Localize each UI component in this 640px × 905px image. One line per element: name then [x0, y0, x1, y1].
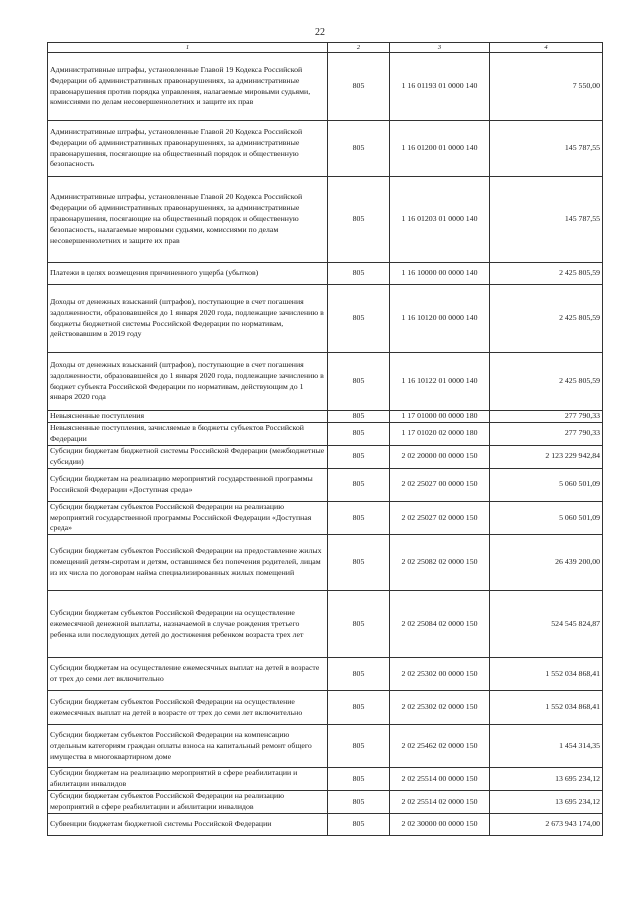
row-classification-code-cell: 1 16 10120 00 0000 140: [390, 285, 490, 353]
header-col-2: 2: [328, 43, 390, 53]
table-row: [48, 791, 603, 814]
row-admin-code-cell: 805: [328, 691, 390, 725]
header-col-4: 4: [490, 43, 603, 53]
table-row: [48, 501, 603, 535]
row-amount-cell: 2 425 805,59: [490, 285, 603, 353]
row-name-cell: Доходы от денежных взысканий (штрафов), поступающие в счет погашения задолженности, образовавшейся до 1 января 2020 года, подлежащие зачислению в бюджеты бюджетной системы Российской Федерации по нормативам, действовавшим в 2019 году: [48, 285, 328, 353]
table-row: [48, 691, 603, 725]
row-amount-cell: 145 787,55: [490, 177, 603, 263]
row-amount-cell: 13 695 234,12: [490, 791, 603, 814]
table-row: [48, 445, 603, 468]
table-row: [48, 658, 603, 691]
row-name-cell: Субсидии бюджетам субъектов Российской Федерации на компенсацию отдельным категориям граждан оплаты взноса на капитальный ремонт общего имущества в многоквартирном доме: [48, 725, 328, 768]
row-admin-code-cell: 805: [328, 285, 390, 353]
row-classification-code-cell: 1 17 01020 02 0000 180: [390, 423, 490, 446]
row-admin-code-cell: 805: [328, 535, 390, 591]
row-name-cell: Субсидии бюджетам на реализацию мероприятий в сфере реабилитации и абилитации инвалидов: [48, 768, 328, 791]
page-number: 22: [315, 27, 325, 38]
row-name-cell: Субсидии бюджетам бюджетной системы Российской Федерации (межбюджетные субсидии): [48, 445, 328, 468]
row-admin-code-cell: 805: [328, 725, 390, 768]
row-admin-code-cell: 805: [328, 813, 390, 835]
row-classification-code-cell: 2 02 25084 02 0000 150: [390, 591, 490, 658]
row-admin-code-cell: 805: [328, 468, 390, 501]
row-classification-code-cell: 1 16 10122 01 0000 140: [390, 353, 490, 411]
row-name-cell: Невыясненные поступления: [48, 411, 328, 423]
table-row: [48, 353, 603, 411]
row-amount-cell: 1 552 034 868,41: [490, 658, 603, 691]
row-name-cell: Административные штрафы, установленные Главой 19 Кодекса Российской Федерации об административных правонарушениях, за административные правонарушения против порядка управления, налагаемые мировыми судьями, комиссиями по делам несовершеннолетних и защите их прав: [48, 53, 328, 121]
table-row: [48, 423, 603, 446]
table-row: [48, 285, 603, 353]
row-classification-code-cell: 1 16 10000 00 0000 140: [390, 263, 490, 285]
table-row: [48, 591, 603, 658]
row-admin-code-cell: 805: [328, 177, 390, 263]
row-amount-cell: 2 425 805,59: [490, 263, 603, 285]
row-name-cell: Субсидии бюджетам на осуществление ежемесячных выплат на детей в возрасте от трех до семи лет включительно: [48, 658, 328, 691]
row-classification-code-cell: 1 16 01203 01 0000 140: [390, 177, 490, 263]
table-row: [48, 121, 603, 177]
row-name-cell: Административные штрафы, установленные Главой 20 Кодекса Российской Федерации об административных правонарушениях, за административные правонарушения, посягающие на общественный порядок и общественную безопасность: [48, 121, 328, 177]
table-row: [48, 535, 603, 591]
row-admin-code-cell: 805: [328, 791, 390, 814]
row-classification-code-cell: 2 02 25514 00 0000 150: [390, 768, 490, 791]
table-row: [48, 725, 603, 768]
row-admin-code-cell: 805: [328, 445, 390, 468]
row-amount-cell: 524 545 824,87: [490, 591, 603, 658]
row-admin-code-cell: 805: [328, 353, 390, 411]
row-admin-code-cell: 805: [328, 501, 390, 535]
row-amount-cell: 13 695 234,12: [490, 768, 603, 791]
row-classification-code-cell: 2 02 30000 00 0000 150: [390, 813, 490, 835]
row-classification-code-cell: 2 02 25302 02 0000 150: [390, 691, 490, 725]
table-row: [48, 53, 603, 121]
row-classification-code-cell: 1 16 01193 01 0000 140: [390, 53, 490, 121]
row-admin-code-cell: 805: [328, 263, 390, 285]
row-amount-cell: 26 439 200,00: [490, 535, 603, 591]
row-amount-cell: 2 425 805,59: [490, 353, 603, 411]
row-name-cell: Субсидии бюджетам субъектов Российской Федерации на осуществление ежемесячных выплат на детей в возрасте от трех до семи лет включительно: [48, 691, 328, 725]
row-amount-cell: 2 673 943 174,00: [490, 813, 603, 835]
table-row: [48, 177, 603, 263]
table-row: [48, 263, 603, 285]
row-amount-cell: 1 454 314,35: [490, 725, 603, 768]
table-row: [48, 813, 603, 835]
row-classification-code-cell: 2 02 25462 02 0000 150: [390, 725, 490, 768]
row-name-cell: Субсидии бюджетам субъектов Российской Федерации на реализацию мероприятий в сфере реабилитации и абилитации инвалидов: [48, 791, 328, 814]
row-classification-code-cell: 2 02 20000 00 0000 150: [390, 445, 490, 468]
row-name-cell: Доходы от денежных взысканий (штрафов), поступающие в счет погашения задолженности, образовавшейся до 1 января 2020 года, подлежащие зачислению в бюджет субъекта Российской Федерации по нормативам, действующим до 1 января 2020 года: [48, 353, 328, 411]
row-amount-cell: 7 550,00: [490, 53, 603, 121]
row-name-cell: Субсидии бюджетам субъектов Российской Федерации на предоставление жилых помещений детям-сиротам и детям, оставшимся без попечения родителей, лицам из их числа по договорам найма специализированных жилых помещений: [48, 535, 328, 591]
row-amount-cell: 1 552 034 868,41: [490, 691, 603, 725]
row-classification-code-cell: 2 02 25027 02 0000 150: [390, 501, 490, 535]
row-classification-code-cell: 1 17 01000 00 0000 180: [390, 411, 490, 423]
row-admin-code-cell: 805: [328, 591, 390, 658]
table-row: [48, 411, 603, 423]
table-row: [48, 468, 603, 501]
row-name-cell: Субсидии бюджетам субъектов Российской Федерации на осуществление ежемесячной денежной выплаты, назначаемой в случае рождения третьего ребенка или последующих детей до достижения ребенком возраста трех лет: [48, 591, 328, 658]
row-amount-cell: 145 787,55: [490, 121, 603, 177]
row-classification-code-cell: 2 02 25514 02 0000 150: [390, 791, 490, 814]
row-classification-code-cell: 1 16 01200 01 0000 140: [390, 121, 490, 177]
revenue-table: [47, 42, 603, 836]
row-admin-code-cell: 805: [328, 53, 390, 121]
row-admin-code-cell: 805: [328, 411, 390, 423]
row-name-cell: Платежи в целях возмещения причиненного ущерба (убытков): [48, 263, 328, 285]
row-classification-code-cell: 2 02 25302 00 0000 150: [390, 658, 490, 691]
table-header-row: [48, 43, 603, 53]
row-name-cell: Субвенции бюджетам бюджетной системы Российской Федерации: [48, 813, 328, 835]
row-amount-cell: 5 060 501,09: [490, 501, 603, 535]
row-classification-code-cell: 2 02 25027 00 0000 150: [390, 468, 490, 501]
row-admin-code-cell: 805: [328, 423, 390, 446]
row-amount-cell: 277 790,33: [490, 411, 603, 423]
header-col-1: 1: [48, 43, 328, 53]
row-amount-cell: 5 060 501,09: [490, 468, 603, 501]
row-name-cell: Невыясненные поступления, зачисляемые в бюджеты субъектов Российской Федерации: [48, 423, 328, 446]
row-admin-code-cell: 805: [328, 768, 390, 791]
header-col-3: 3: [390, 43, 490, 53]
row-admin-code-cell: 805: [328, 658, 390, 691]
row-name-cell: Субсидии бюджетам субъектов Российской Федерации на реализацию мероприятий государственной программы Российской Федерации «Доступная среда»: [48, 501, 328, 535]
row-amount-cell: 2 123 229 942,84: [490, 445, 603, 468]
table-row: [48, 768, 603, 791]
row-admin-code-cell: 805: [328, 121, 390, 177]
row-amount-cell: 277 790,33: [490, 423, 603, 446]
row-classification-code-cell: 2 02 25082 02 0000 150: [390, 535, 490, 591]
row-name-cell: Административные штрафы, установленные Главой 20 Кодекса Российской Федерации об административных правонарушениях, за административные правонарушения, посягающие на общественный порядок и общественную безопасность, налагаемые мировыми судьями, комиссиями по делам несовершеннолетних и защите их прав: [48, 177, 328, 263]
row-name-cell: Субсидии бюджетам на реализацию мероприятий государственной программы Российской Федерации «Доступная среда»: [48, 468, 328, 501]
